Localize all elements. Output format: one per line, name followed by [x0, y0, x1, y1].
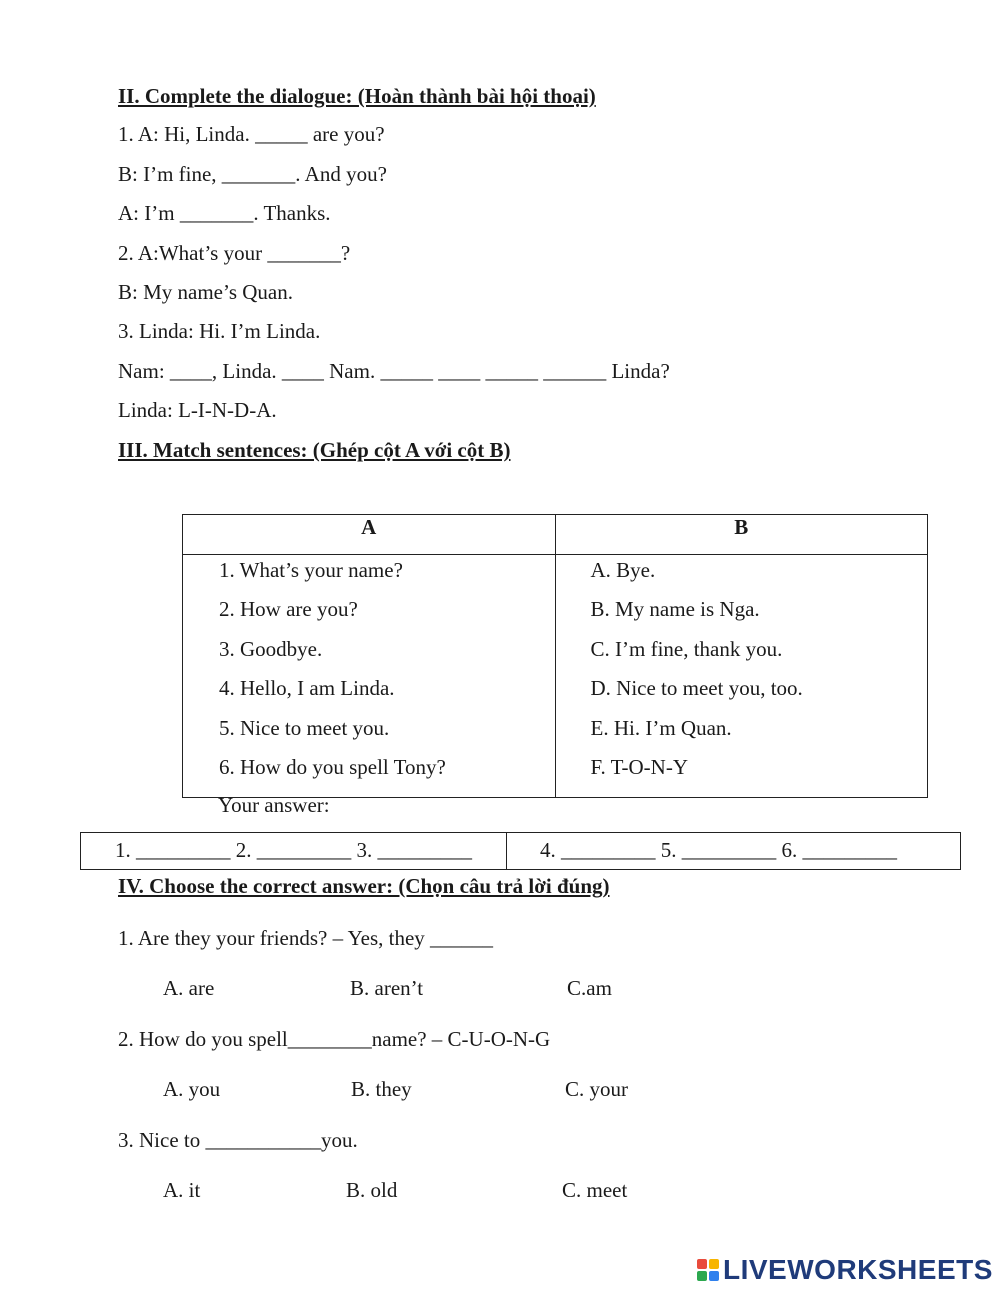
logo-square: [697, 1271, 707, 1281]
column-b-header: B: [555, 515, 928, 555]
answer-box: [80, 832, 961, 870]
dialogue-line: Nam: ____, Linda. ____ Nam. _____ ____ _____ ______ Linda?: [118, 359, 670, 383]
answer-blanks-4-6[interactable]: 4. _________ 5. _________ 6. _________: [540, 838, 897, 862]
match-item-a: 5. Nice to meet you.: [219, 715, 390, 740]
match-item-a: 4. Hello, I am Linda.: [219, 676, 395, 701]
match-item-b: A. Bye.: [590, 558, 656, 582]
column-a-header: A: [183, 515, 556, 555]
option-c[interactable]: C.am: [567, 976, 612, 1000]
question-3: 3. Nice to ___________you.: [118, 1128, 358, 1152]
dialogue-line: 2. A:What’s your _______?: [118, 241, 351, 265]
section-4-heading: IV. Choose the correct answer: (Chọn câu trả lời đúng): [118, 874, 610, 898]
match-table: [182, 514, 928, 798]
option-c[interactable]: C. meet: [562, 1178, 628, 1202]
dialogue-line: B: My name’s Quan.: [118, 280, 293, 304]
question-2: 2. How do you spell________name? – C-U-O-N-G: [118, 1027, 551, 1051]
section-3-heading: III. Match sentences: (Ghép cột A với cột B): [118, 438, 511, 462]
option-c[interactable]: C. your: [565, 1077, 628, 1101]
dialogue-line: A: I’m _______. Thanks.: [118, 201, 331, 225]
match-item-a: 2. How are you?: [219, 597, 358, 622]
section-2-heading: II. Complete the dialogue: (Hoàn thành bài hội thoại): [118, 84, 596, 108]
dialogue-line: 1. A: Hi, Linda. _____ are you?: [118, 122, 385, 146]
logo-square: [709, 1271, 719, 1281]
question-1: 1. Are they your friends? – Yes, they ______: [118, 926, 494, 950]
match-item-b: B. My name is Nga.: [590, 597, 760, 622]
your-answer-label: Your answer:: [218, 793, 330, 817]
match-item-a: 1. What’s your name?: [219, 558, 403, 582]
liveworksheets-logo[interactable]: [697, 1254, 993, 1286]
option-b[interactable]: B. aren’t: [350, 976, 424, 1000]
logo-text: LIVEWORKSHEETS: [723, 1254, 993, 1285]
liveworksheets-logo-icon: [697, 1259, 719, 1281]
column-a: [183, 555, 556, 798]
option-b[interactable]: B. old: [346, 1178, 398, 1202]
answer-box-divider: [506, 833, 507, 869]
option-a[interactable]: A. you: [163, 1077, 221, 1101]
dialogue-line: B: I’m fine, _______. And you?: [118, 162, 387, 186]
answer-blanks-1-3[interactable]: 1. _________ 2. _________ 3. _________: [115, 838, 472, 862]
option-a[interactable]: A. are: [163, 976, 215, 1000]
logo-square: [697, 1259, 707, 1269]
match-item-b: C. I’m fine, thank you.: [590, 636, 783, 661]
option-a[interactable]: A. it: [163, 1178, 201, 1202]
match-item-b: E. Hi. I’m Quan.: [590, 715, 732, 740]
match-item-a: 6. How do you spell Tony?: [219, 754, 446, 779]
match-item-b: D. Nice to meet you, too.: [590, 676, 803, 701]
option-b[interactable]: B. they: [351, 1077, 412, 1101]
match-item-a: 3. Goodbye.: [219, 636, 323, 661]
column-b: [555, 555, 928, 798]
dialogue-line: Linda: L-I-N-D-A.: [118, 398, 277, 422]
logo-square: [709, 1259, 719, 1269]
dialogue-line: 3. Linda: Hi. I’m Linda.: [118, 319, 321, 343]
match-item-b: F. T-O-N-Y: [590, 754, 688, 779]
